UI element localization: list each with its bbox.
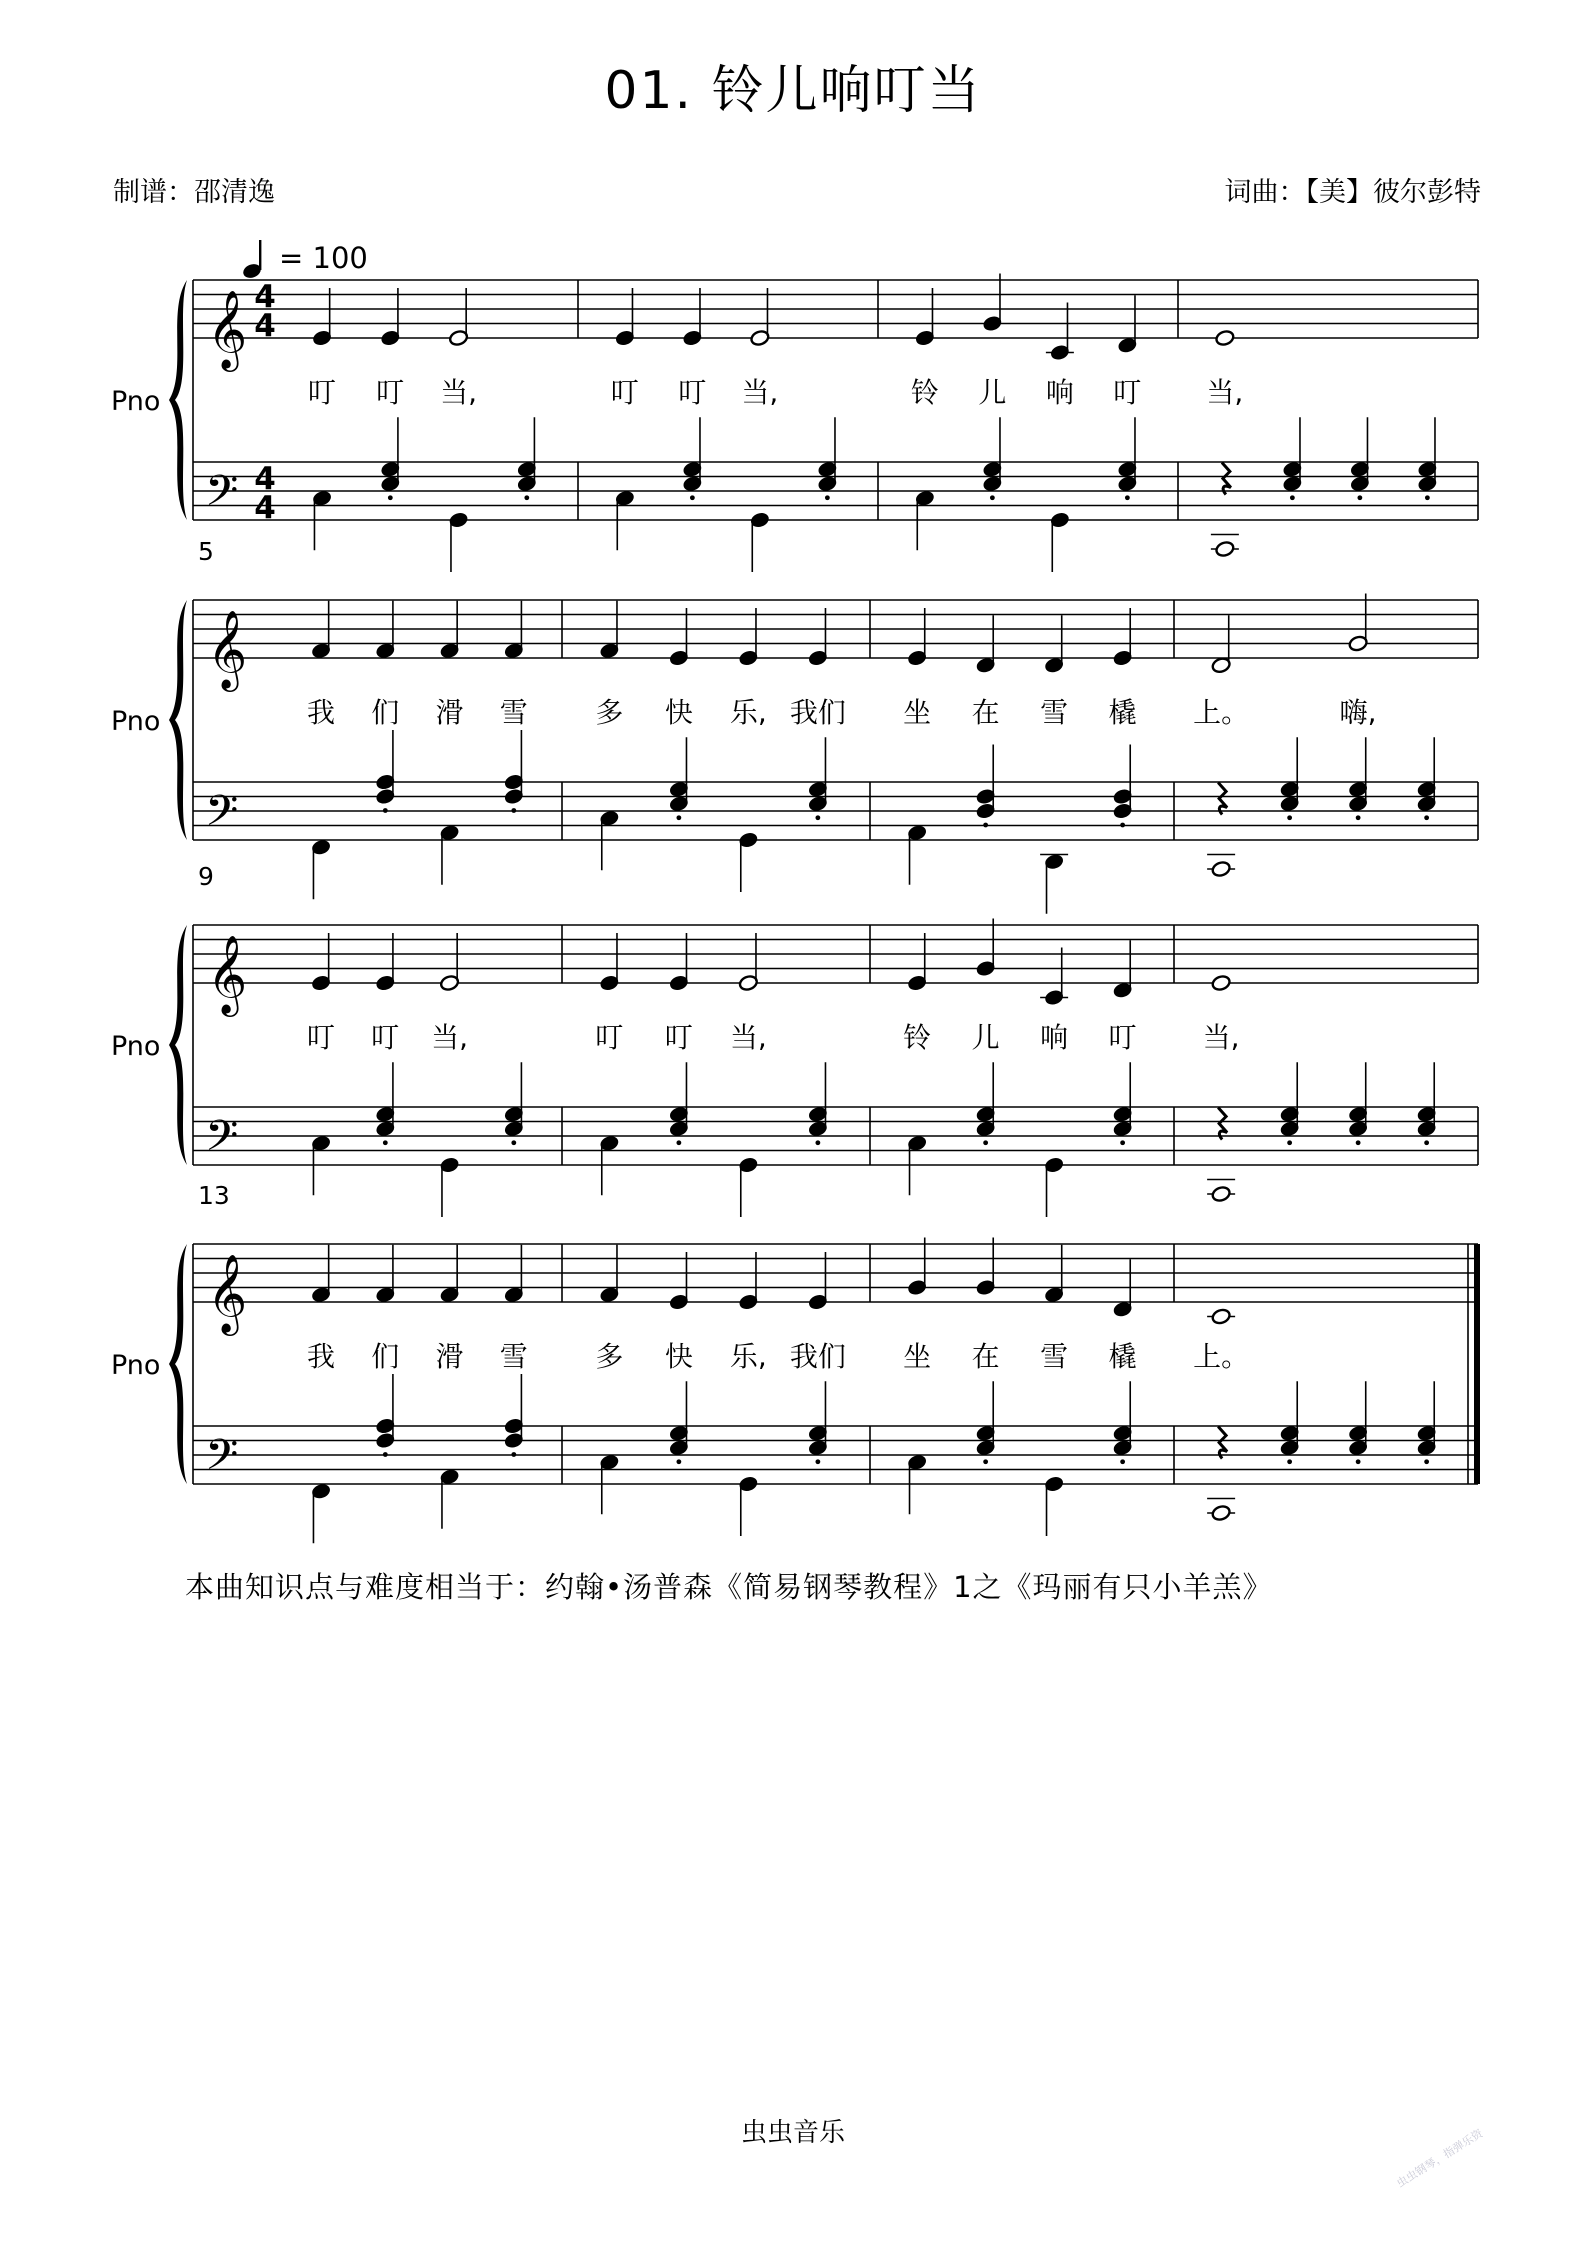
staccato-dot	[1424, 1459, 1429, 1464]
staccato-dot	[1357, 495, 1362, 500]
lyric: 当,	[431, 1021, 469, 1054]
lyric: 我	[307, 696, 336, 729]
lyric: 们	[371, 1340, 400, 1373]
staccato-dot	[825, 495, 830, 500]
lyric: 上。	[1193, 696, 1250, 729]
notehead	[1211, 1504, 1231, 1522]
staccato-dot	[1424, 1140, 1429, 1145]
measure-number: 9	[198, 862, 214, 891]
bass-clef-icon: 𝄢	[205, 1111, 239, 1172]
lyric: 叮	[371, 1021, 400, 1054]
tempo-value: = 100	[279, 241, 368, 275]
staccato-dot	[511, 1452, 516, 1457]
treble-clef-icon: 𝄞	[207, 935, 248, 1014]
system-2	[111, 537, 1478, 914]
staccato-dot	[1356, 1140, 1361, 1145]
lyric: 快	[664, 696, 693, 729]
time-signature: 4	[254, 308, 276, 344]
notehead	[1215, 329, 1235, 347]
staccato-dot	[1120, 1459, 1125, 1464]
lyric: 坐	[903, 1340, 932, 1373]
staccato-dot	[1287, 1140, 1292, 1145]
lyric: 铃	[910, 376, 939, 409]
staccato-dot	[383, 1452, 388, 1457]
bass-clef-icon: 𝄢	[205, 786, 239, 847]
staccato-dot	[524, 495, 529, 500]
lyric: 坐	[903, 696, 932, 729]
staccato-dot	[1120, 1140, 1125, 1145]
lyric: 乐,	[729, 696, 767, 729]
staccato-dot	[1125, 495, 1130, 500]
staccato-dot	[1287, 815, 1292, 820]
staccato-dot	[690, 495, 695, 500]
notehead	[1211, 860, 1231, 878]
staccato-dot	[983, 1459, 988, 1464]
staccato-dot	[388, 495, 393, 500]
treble-clef-icon: 𝄞	[207, 1254, 248, 1333]
staccato-dot	[983, 1140, 988, 1145]
notehead	[1211, 1185, 1231, 1203]
staccato-dot	[511, 1140, 516, 1145]
staccato-dot	[815, 1140, 820, 1145]
lyric: 乐,	[729, 1340, 767, 1373]
instrument-label: Pno	[111, 1350, 161, 1381]
quarter-rest	[1218, 1108, 1227, 1140]
lyric: 我们	[789, 696, 846, 729]
lyric: 当,	[1206, 376, 1244, 409]
staccato-dot	[1120, 823, 1125, 828]
brace	[169, 1244, 187, 1484]
staccato-dot	[383, 808, 388, 813]
measure-number: 5	[198, 537, 214, 566]
arranger-credit: 制谱：邵清逸	[113, 177, 275, 208]
brace	[169, 600, 187, 840]
bass-clef-icon: 𝄢	[205, 466, 239, 527]
staccato-dot	[1287, 1459, 1292, 1464]
measure-number: 13	[198, 1181, 230, 1210]
lyric: 橇	[1108, 696, 1137, 729]
time-signature: 4	[254, 461, 276, 497]
lyric: 滑	[435, 1340, 464, 1373]
lyric: 叮	[1113, 376, 1142, 409]
page-title: 01. 铃儿响叮当	[604, 61, 982, 121]
lyric: 叮	[595, 1021, 624, 1054]
time-signature: 4	[254, 490, 276, 526]
lyric: 儿	[978, 376, 1007, 409]
time-signature: 4	[254, 279, 276, 315]
lyric: 叮	[307, 1021, 336, 1054]
staccato-dot	[1425, 495, 1430, 500]
lyric: 多	[595, 696, 624, 729]
quarter-rest	[1222, 463, 1231, 495]
lyric: 响	[1040, 1021, 1069, 1054]
staccato-dot	[983, 823, 988, 828]
treble-clef-icon: 𝄞	[207, 290, 248, 369]
lyric: 我们	[789, 1340, 846, 1373]
lyric: 橇	[1108, 1340, 1137, 1373]
difficulty-note: 本曲知识点与难度相当于：约翰•汤普森《简易钢琴教程》1之《玛丽有只小羊羔》	[185, 1570, 1273, 1604]
staccato-dot	[990, 495, 995, 500]
lyric: 铃	[903, 1021, 932, 1054]
lyric: 当,	[741, 376, 779, 409]
lyric: 雪	[499, 1340, 528, 1373]
system-3	[111, 862, 1478, 1217]
staccato-dot	[815, 815, 820, 820]
bass-clef-icon: 𝄢	[205, 1430, 239, 1491]
watermark: 虫虫钢琴，指弹乐资	[1394, 2126, 1486, 2191]
lyric: 叮	[678, 376, 707, 409]
staccato-dot	[1424, 815, 1429, 820]
lyric: 叮	[1108, 1021, 1137, 1054]
staccato-dot	[676, 1459, 681, 1464]
lyric: 叮	[610, 376, 639, 409]
lyric: 嗨,	[1339, 696, 1377, 729]
system-1	[111, 274, 1478, 573]
staccato-dot	[815, 1459, 820, 1464]
lyric: 们	[371, 696, 400, 729]
lyric: 当,	[729, 1021, 767, 1054]
treble-clef-icon: 𝄞	[207, 610, 248, 689]
quarter-rest	[1218, 783, 1227, 815]
lyric: 雪	[1040, 696, 1069, 729]
lyric: 滑	[435, 696, 464, 729]
lyric: 当,	[1202, 1021, 1240, 1054]
lyric: 叮	[308, 376, 337, 409]
instrument-label: Pno	[111, 706, 161, 737]
staccato-dot	[1356, 1459, 1361, 1464]
brace	[169, 925, 187, 1165]
lyric: 在	[971, 1340, 1000, 1373]
lyric: 在	[971, 696, 1000, 729]
lyric: 当,	[440, 376, 478, 409]
staccato-dot	[676, 1140, 681, 1145]
notehead	[1211, 1308, 1231, 1326]
lyric: 雪	[1040, 1340, 1069, 1373]
staccato-dot	[383, 1140, 388, 1145]
instrument-label: Pno	[111, 386, 161, 417]
composer-credit: 词曲：【美】彼尔彭特	[1224, 177, 1481, 208]
system-4	[111, 1181, 1480, 1543]
lyric: 响	[1045, 376, 1074, 409]
staccato-dot	[676, 815, 681, 820]
lyric: 儿	[971, 1021, 1000, 1054]
notehead	[1211, 974, 1231, 992]
instrument-label: Pno	[111, 1031, 161, 1062]
brace	[169, 280, 187, 520]
final-barline	[1474, 1244, 1480, 1484]
lyric: 叮	[664, 1021, 693, 1054]
quarter-rest	[1218, 1427, 1227, 1459]
lyric: 叮	[376, 376, 405, 409]
lyric: 上。	[1193, 1340, 1250, 1373]
staccato-dot	[511, 808, 516, 813]
lyric: 多	[595, 1340, 624, 1373]
footer-brand: 虫虫音乐	[740, 2118, 845, 2148]
staccato-dot	[1356, 815, 1361, 820]
lyric: 我	[307, 1340, 336, 1373]
staccato-dot	[1290, 495, 1295, 500]
lyric: 快	[664, 1340, 693, 1373]
notehead	[1215, 540, 1235, 558]
lyric: 雪	[499, 696, 528, 729]
